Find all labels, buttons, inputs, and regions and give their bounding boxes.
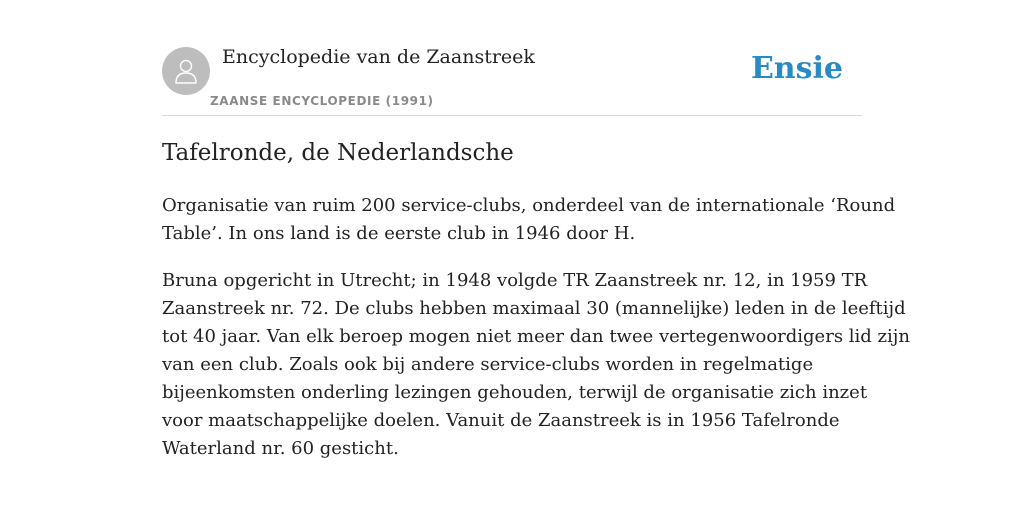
- source-avatar[interactable]: [162, 47, 210, 95]
- ensie-logo[interactable]: Ensie: [750, 51, 843, 86]
- text-line: van een club. Zoals ook bij andere service-clubs worden in regelmatige: [162, 354, 814, 375]
- user-icon: [172, 56, 200, 86]
- text-line: Zaanstreek nr. 72. De clubs hebben maximaal 30 (mannelijke) leden in de leeftijd: [162, 298, 906, 319]
- text-line: voor maatschappelijke doelen. Vanuit de Zaanstreek is in 1956 Tafelronde: [162, 410, 840, 431]
- source-subtitle: ZAANSE ENCYCLOPEDIE (1991): [210, 94, 434, 108]
- text-line: tot 40 jaar. Van elk beroep mogen niet meer dan twee vertegenwoordigers lid zijn: [162, 326, 910, 347]
- entry-paragraph-2: [162, 267, 910, 463]
- entry-paragraph-1: [162, 192, 896, 248]
- text-line: Bruna opgericht in Utrecht; in 1948 volgde TR Zaanstreek nr. 12, in 1959 TR: [162, 270, 868, 291]
- entry-title: Tafelronde, de Nederlandsche: [162, 140, 514, 166]
- text-line: Organisatie van ruim 200 service-clubs, onderdeel van de internationale ‘Round: [162, 195, 896, 216]
- text-line: bijeenkomsten onderling lezingen gehouden, terwijl de organisatie zich inzet: [162, 382, 868, 403]
- header-divider: [162, 115, 862, 116]
- source-name-link[interactable]: Encyclopedie van de Zaanstreek: [222, 46, 535, 68]
- text-line: Waterland nr. 60 gesticht.: [162, 438, 399, 459]
- text-line: Table’. In ons land is de eerste club in 1946 door H.: [162, 223, 636, 244]
